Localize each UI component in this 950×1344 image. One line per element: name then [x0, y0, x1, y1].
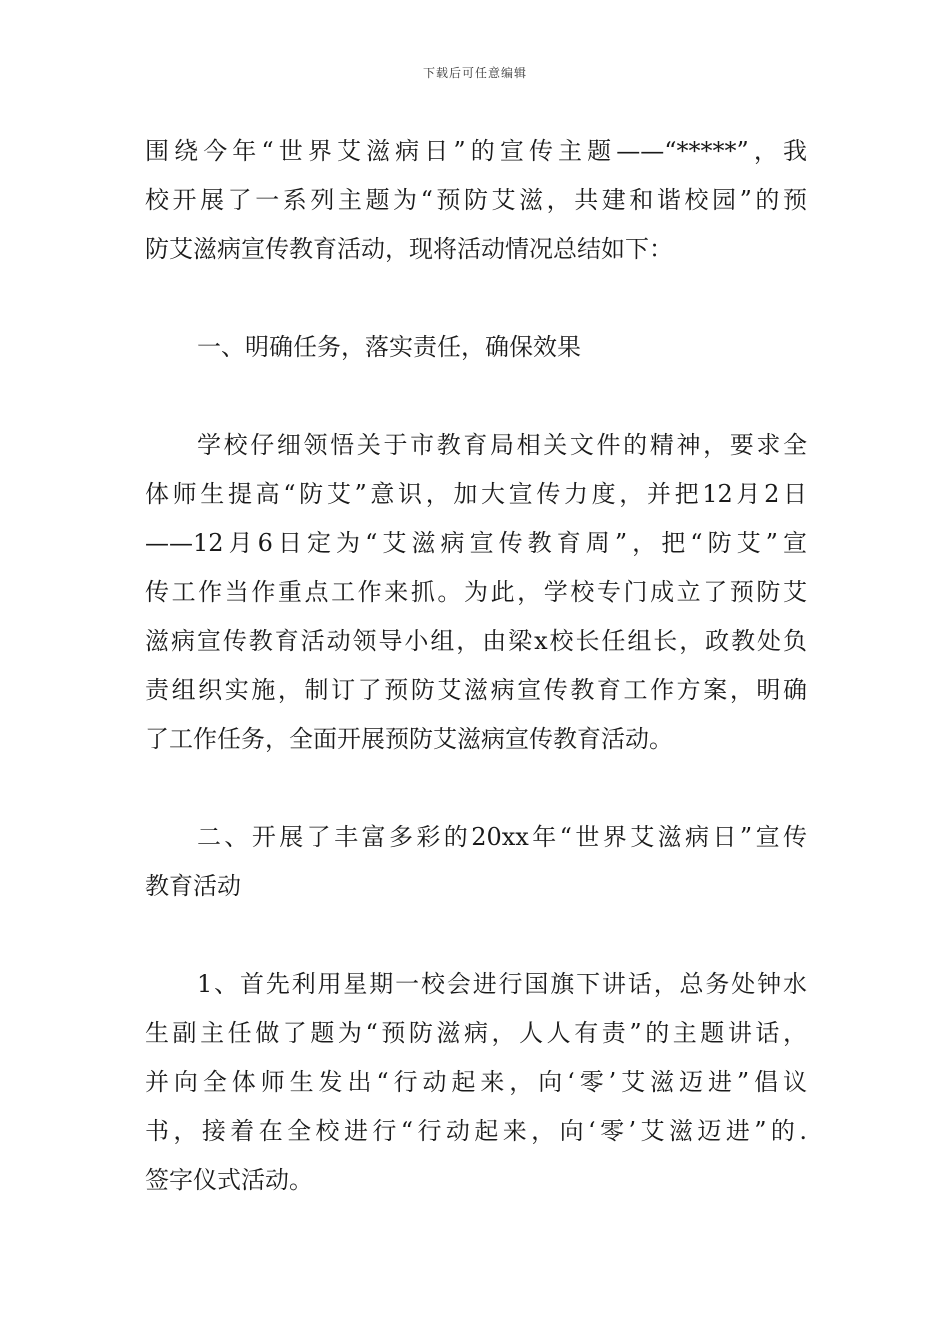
text-line: 传工作当作重点工作来抓。为此，学校专门成立了预防艾 — [145, 578, 807, 606]
paragraph-section-1 — [145, 421, 807, 764]
text-line: 书，接着在全校进行“行动起来，向‘零’艾滋迈进”的. — [145, 1117, 807, 1145]
text-line: 1、首先利用星期一校会进行国旗下讲话，总务处钟水 — [197, 970, 807, 998]
text-line: 校开展了一系列主题为“预防艾滋，共建和谐校园”的预 — [145, 186, 807, 214]
heading-line: 二、开展了丰富多彩的20xx年“世界艾滋病日”宣传 — [197, 823, 807, 851]
text-line: 滋病宣传教育活动领导小组，由梁x校长任组长，政教处负 — [145, 627, 807, 655]
text-line: 了工作任务，全面开展预防艾滋病宣传教育活动。 — [145, 725, 673, 753]
document-body — [145, 127, 807, 1205]
text-line: 责组织实施，制订了预防艾滋病宣传教育工作方案，明确 — [145, 676, 807, 704]
text-line: ——12月6日定为“艾滋病宣传教育周”，把“防艾”宣 — [145, 529, 807, 557]
section-heading-2 — [145, 813, 807, 911]
text-line: 防艾滋病宣传教育活动，现将活动情况总结如下： — [145, 235, 673, 263]
page-header-note: 下载后可任意编辑 — [422, 66, 527, 80]
paragraph-item-1 — [145, 960, 807, 1205]
paragraph-intro — [145, 127, 807, 274]
text-line: 体师生提高“防艾”意识，加大宣传力度，并把12月2日 — [145, 480, 807, 508]
text-line: 并向全体师生发出“行动起来，向‘零’艾滋迈进”倡议 — [145, 1068, 807, 1096]
heading-line: 一、明确任务，落实责任，确保效果 — [197, 333, 581, 361]
text-line: 学校仔细领悟关于市教育局相关文件的精神，要求全 — [197, 431, 807, 459]
text-line: 生副主任做了题为“预防滋病，人人有责”的主题讲话， — [145, 1019, 807, 1047]
section-heading-1 — [145, 323, 807, 372]
text-line: 签字仪式活动。 — [145, 1166, 313, 1194]
heading-line: 教育活动 — [145, 872, 241, 900]
text-line: 围绕今年“世界艾滋病日”的宣传主题——“*****”，我 — [145, 137, 807, 165]
